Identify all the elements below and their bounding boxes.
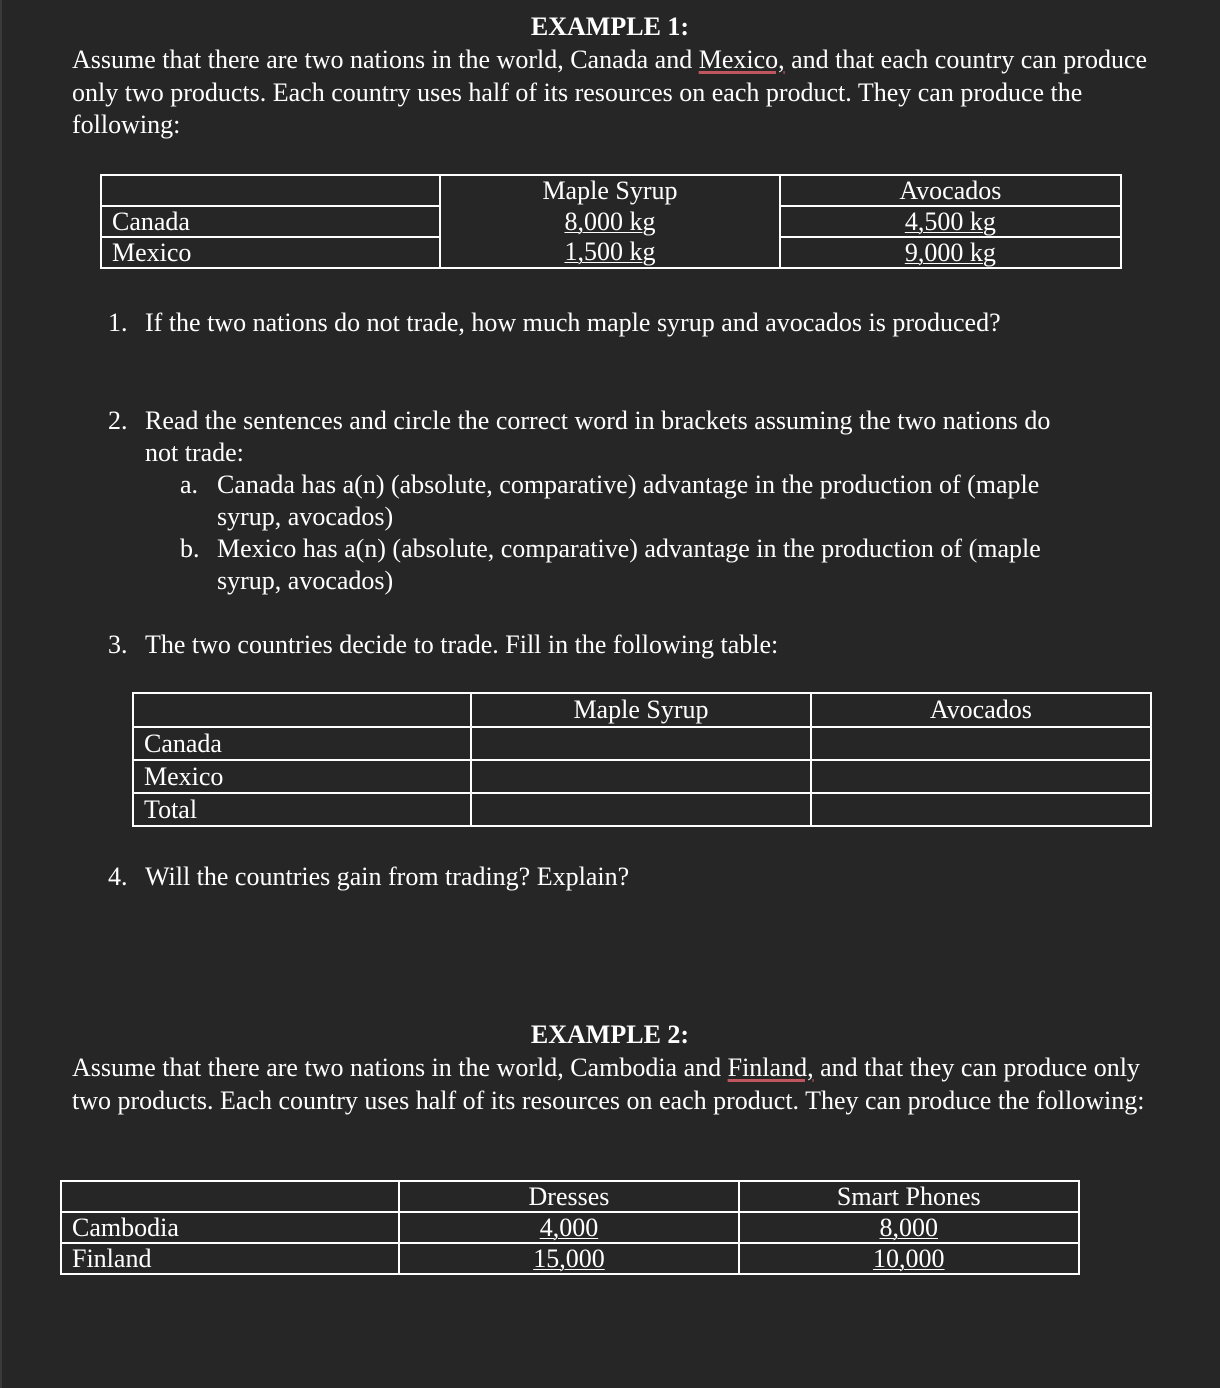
question-2-line2: not trade: <box>145 438 244 467</box>
example1-production-table <box>100 174 1122 269</box>
question-2-number: 2. <box>108 406 128 435</box>
table-row <box>101 237 1121 268</box>
header-maple-syrup: Maple Syrup <box>471 693 810 727</box>
row-label-cambodia: Cambodia <box>61 1212 399 1243</box>
empty-cell <box>471 727 810 760</box>
empty-cell <box>811 793 1151 826</box>
table-row <box>133 793 1151 826</box>
mexico-avocados: 9,000 kg <box>904 237 996 267</box>
question-2b-line1: Mexico has a(n) (absolute, comparative) advantage in the production of (maple <box>217 534 1041 563</box>
table-row <box>101 206 1121 237</box>
question-1-text: If the two nations do not trade, how much maple syrup and avocados is produced? <box>145 308 1001 337</box>
example1-intro: Assume that there are two nations in the world, Canada and Mexico, and that each country can produce only two products. Each country uses half of its resources on each product. They can produce the following: <box>72 45 1148 139</box>
page-edge <box>0 0 2 1388</box>
canada-maple-syrup: 8,000 kg <box>564 206 656 236</box>
question-2b-line2: syrup, avocados) <box>217 566 394 595</box>
table-corner-cell <box>101 175 440 206</box>
table-row <box>61 1212 1079 1243</box>
question-4-number: 4. <box>108 862 128 891</box>
question-2a-line2: syrup, avocados) <box>217 502 394 531</box>
mexico-maple-syrup: 1,500 kg <box>564 237 656 266</box>
header-avocados: Avocados <box>780 175 1121 206</box>
row-label-finland: Finland <box>61 1243 399 1274</box>
question-1-number: 1. <box>108 308 128 337</box>
row-label-mexico: Mexico <box>101 237 440 268</box>
table-header-row <box>61 1181 1079 1212</box>
table-row <box>133 760 1151 793</box>
question-3-number: 3. <box>108 630 128 659</box>
cambodia-dresses: 4,000 <box>539 1212 599 1242</box>
question-3-text: The two countries decide to trade. Fill in the following table: <box>145 630 779 659</box>
trade-fill-in-table <box>132 692 1152 827</box>
empty-cell <box>471 760 810 793</box>
table-header-row <box>101 175 1121 206</box>
question-2a-line1: Canada has a(n) (absolute, comparative) advantage in the production of (maple <box>217 470 1040 499</box>
table-header-row <box>133 693 1151 727</box>
cambodia-smart-phones: 8,000 <box>879 1212 939 1242</box>
empty-cell <box>811 760 1151 793</box>
row-label-canada: Canada <box>101 206 440 237</box>
example2-heading: EXAMPLE 2: <box>530 1020 690 1049</box>
example2-intro: Assume that there are two nations in the world, Cambodia and Finland, and that they can produce only two products. Each country uses half of its resources on each product. They can produce the following: <box>72 1053 1145 1115</box>
spellcheck-mexico: Mexico, <box>698 45 785 74</box>
table-row <box>61 1243 1079 1274</box>
row-label-total: Total <box>133 793 471 826</box>
header-avocados: Avocados <box>811 693 1151 727</box>
finland-smart-phones: 10,000 <box>873 1243 945 1273</box>
row-label-mexico: Mexico <box>133 760 471 793</box>
question-2b-letter: b. <box>180 534 200 563</box>
header-smart-phones: Smart Phones <box>739 1181 1079 1212</box>
question-4-text: Will the countries gain from trading? Explain? <box>145 862 630 891</box>
header-maple-syrup: Maple Syrup <box>440 175 779 206</box>
question-2a-letter: a. <box>180 470 199 499</box>
finland-dresses: 15,000 <box>533 1243 605 1273</box>
question-2-line1: Read the sentences and circle the correct word in brackets assuming the two nations do <box>145 406 1051 435</box>
spellcheck-finland: Finland, <box>727 1053 814 1082</box>
empty-cell <box>811 727 1151 760</box>
row-label-canada: Canada <box>133 727 471 760</box>
example1-heading: EXAMPLE 1: <box>530 12 690 41</box>
header-dresses: Dresses <box>399 1181 738 1212</box>
table-corner-cell <box>61 1181 399 1212</box>
empty-cell <box>471 793 810 826</box>
canada-avocados: 4,500 kg <box>904 206 996 236</box>
table-corner-cell <box>133 693 471 727</box>
table-row <box>133 727 1151 760</box>
example2-production-table <box>60 1180 1080 1275</box>
